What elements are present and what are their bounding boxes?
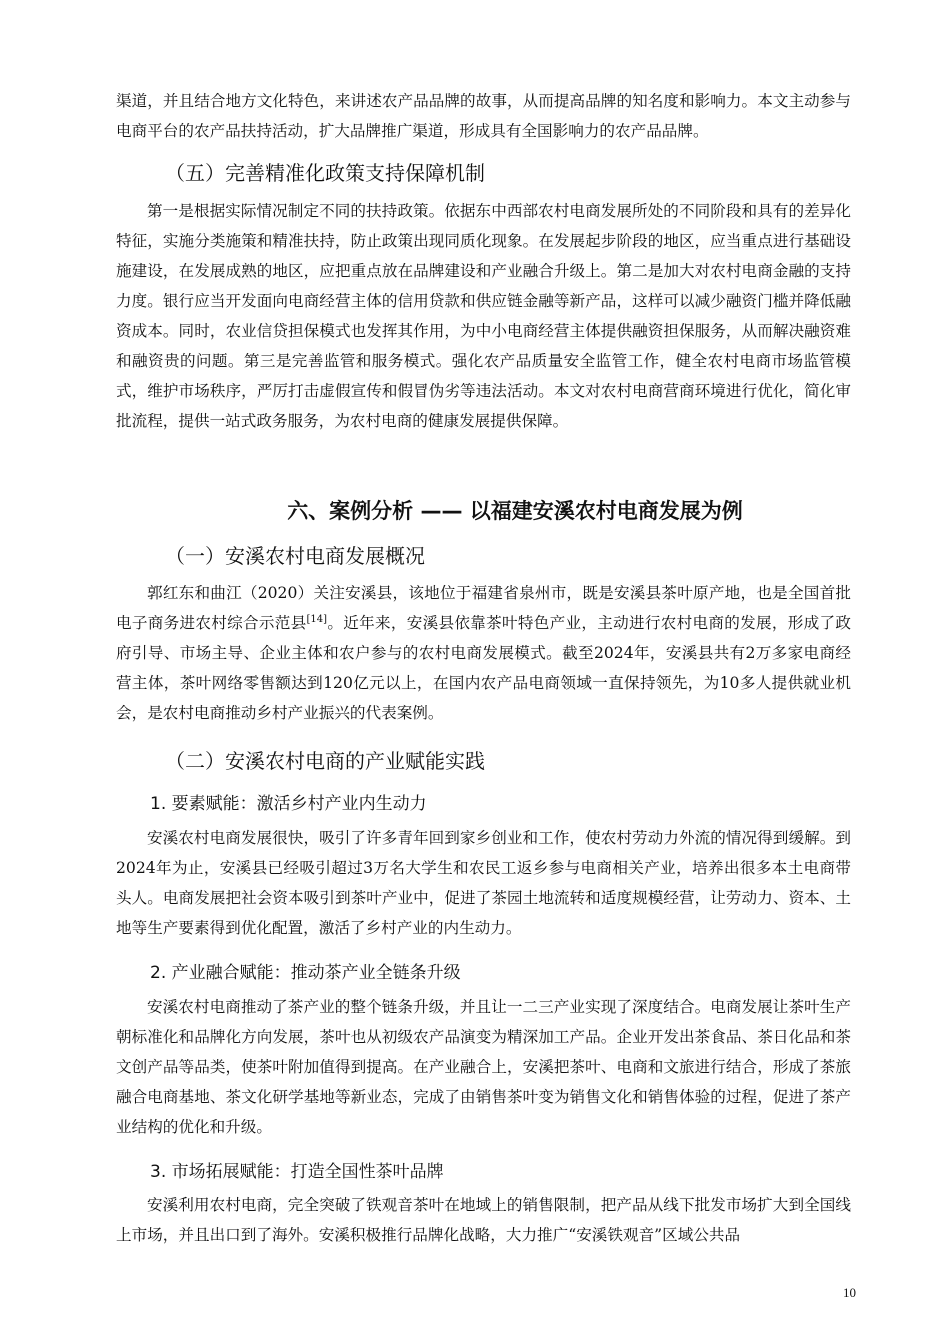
- paragraph-continued: 渠道，并且结合地方文化特色，来讲述农产品品牌的故事，从而提高品牌的知名度和影响力。本文主动参与电商平台的农产品扶持活动，扩大品牌推广渠道，形成具有全国影响力的农产品品牌。: [116, 92, 851, 140]
- chapter-heading-6: 六、案例分析 —— 以福建安溪农村电商发展为例: [287, 499, 743, 523]
- section-heading-6-1: （一）安溪农村电商发展概况: [165, 544, 425, 568]
- section-heading-6-2: （二）安溪农村电商的产业赋能实践: [165, 749, 485, 773]
- page-number: 10: [843, 1285, 856, 1300]
- paragraph-anxi-overview: [116, 578, 851, 728]
- subsection-heading-1: 1. 要素赋能：激活乡村产业内生动力: [150, 794, 427, 814]
- paragraph-market-expansion: 安溪利用农村电商，完全突破了铁观音茶叶在地域上的销售限制，把产品从线下批发市场扩大到全国线上市场，并且出口到了海外。安溪积极推行品牌化战略，大力推广“安溪铁观音”区域公共品: [116, 1196, 851, 1244]
- overview-text-a: 郭红东和曲江（2020）关注安溪县，该地位于福建省泉州市，既是安溪县茶叶原产地，也是全国首批电子商务进农村综合示范县: [116, 584, 851, 632]
- subsection-heading-3: 3. 市场拓展赋能：打造全国性茶叶品牌: [150, 1162, 444, 1182]
- paragraph-industry-integration: 安溪农村电商推动了茶产业的整个链条升级，并且让一二三产业实现了深度结合。电商发展让茶叶生产朝标准化和品牌化方向发展，茶叶也从初级农产品演变为精深加工产品。企业开发出茶食品、茶日化品和茶文创产品等品类，使茶叶附加值得到提高。在产业融合上，安溪把茶叶、电商和文旅进行结合，形成了茶旅融合电商基地、茶文化研学基地等新业态，完成了由销售茶叶变为销售文化和销售体验的过程，促进了茶产业结构的优化和升级。: [116, 998, 851, 1136]
- paragraph-factor-empowerment: 安溪农村电商发展很快，吸引了许多青年回到家乡创业和工作，使农村劳动力外流的情况得到缓解。到2024年为止，安溪县已经吸引超过3万名大学生和农民工返乡参与电商相关产业，培养出很多本土电商带头人。电商发展把社会资本吸引到茶叶产业中，促进了茶园土地流转和适度规模经营，让劳动力、资本、土地等生产要素得到优化配置，激活了乡村产业的内生动力。: [116, 829, 851, 937]
- paragraph-policy-support: 第一是根据实际情况制定不同的扶持政策。依据东中西部农村电商发展所处的不同阶段和具有的差异化特征，实施分类施策和精准扶持，防止政策出现同质化现象。在发展起步阶段的地区，应当重点进行基础设施建设，在发展成熟的地区，应把重点放在品牌建设和产业融合升级上。第二是加大对农村电商金融的支持力度。银行应当开发面向电商经营主体的信用贷款和供应链金融等新产品，这样可以减少融资门槛并降低融资成本。同时，农业信贷担保模式也发挥其作用，为中小电商经营主体提供融资担保服务，从而解决融资难和融资贵的问题。第三是完善监管和服务模式。强化农产品质量安全监管工作，健全农村电商市场监管模式，维护市场秩序，严厉打击虚假宣传和假冒伪劣等违法活动。本文对农村电商营商环境进行优化，简化审批流程，提供一站式政务服务，为农村电商的健康发展提供保障。: [116, 202, 851, 430]
- section-heading-5: （五）完善精准化政策支持保障机制: [165, 161, 485, 185]
- citation-ref: [14]: [306, 613, 328, 625]
- overview-text-b: 。近年来，安溪县依靠茶叶特色产业，主动进行农村电商的发展，形成了政府引导、市场主导、企业主体和农户参与的农村电商发展模式。截至2024年，安溪县共有2万多家电商经营主体，茶叶网络零售额达到120亿元以上，在国内农产品电商领域一直保持领先，为10多人提供就业机会，是农村电商推动乡村产业振兴的代表案例。: [116, 614, 851, 722]
- subsection-heading-2: 2. 产业融合赋能：推动茶产业全链条升级: [150, 963, 461, 983]
